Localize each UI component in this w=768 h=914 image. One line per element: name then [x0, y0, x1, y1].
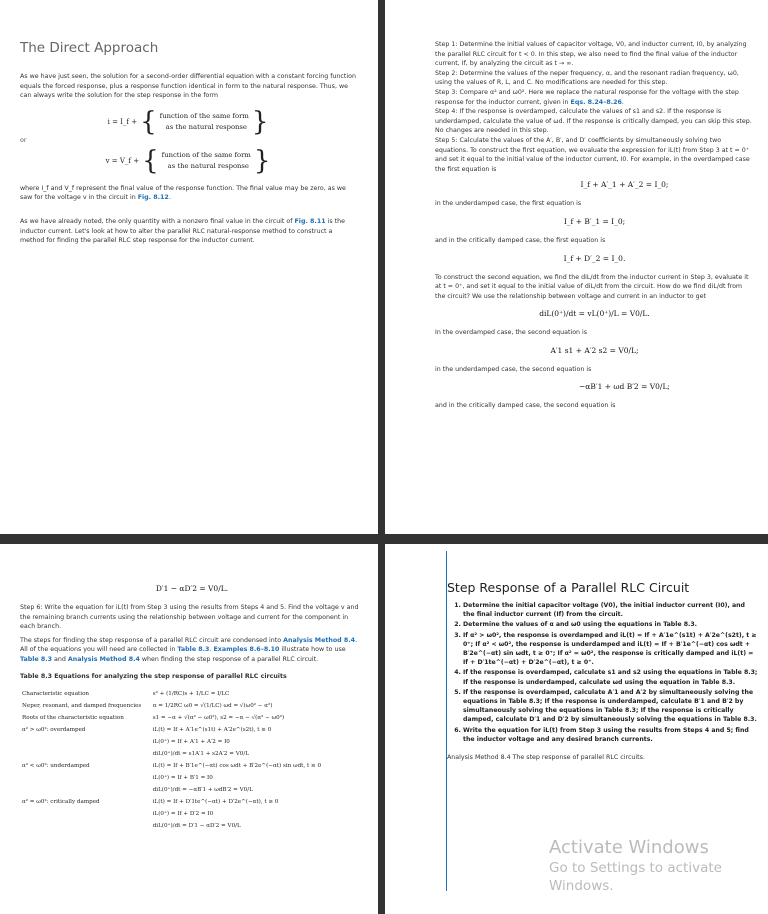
paragraph: As we have just seen, the solution for a second-order differential equation with a constant forcing function equals the forced response, plus a response function identical in form to the natural response. Thus, we can always write the solution for the step response in the form	[20, 73, 356, 100]
step-4: Step 4: If the response is overdamped, calculate the values of s1 and s2. If the response is underdamped, calculate the value of ωd. If the response is critically damped, you can skip this step. No changes are needed in this step.	[435, 108, 752, 135]
equation-overdamped-2: A′1 s1 + A′2 s2 = V0/L;	[550, 345, 639, 355]
paragraph: and in the critically damped case, the second equation is	[435, 402, 616, 410]
row-equation: α = 1/2RC ω0 = √(1/LC) ωd = √(ω0² − α²)	[152, 702, 273, 709]
figure-link[interactable]: Fig. 8.11	[294, 217, 326, 225]
row-equation: iL(0⁺) = If + B′1 = I0	[152, 774, 213, 781]
page-bottom-left	[0, 544, 378, 914]
table-row	[20, 808, 364, 820]
table-row	[20, 820, 364, 832]
row-label	[20, 784, 151, 796]
table-row	[20, 796, 364, 808]
table-link[interactable]: Table 8.3	[177, 646, 210, 654]
equations-table	[20, 688, 364, 832]
row-equation: diL(0⁺)/dt = −αB′1 + ωdB′2 = V0/L	[152, 786, 253, 793]
section-title: The Direct Approach	[20, 40, 159, 56]
row-equation: diL(0⁺)/dt = D′1 − αD′2 = V0/L	[152, 822, 241, 829]
equation-link[interactable]: Eqs. 8.24–8.26	[570, 98, 622, 106]
table-row	[20, 784, 364, 796]
row-equation: iL(t) = If + A′1e^(s1t) + A′2e^(s2t), t ≥ 0	[152, 726, 272, 733]
equation-derivative: diL(0⁺)/dt = vL(0⁺)/L = V0/L.	[539, 309, 650, 319]
table-link[interactable]: Table 8.3	[20, 655, 53, 663]
row-equation: iL(t) = If + D′1te^(−αt) + D′2e^(−αt), t ≥ 0	[152, 798, 279, 805]
figure-link[interactable]: Fig. 8.12	[137, 194, 169, 202]
row-equation: diL(0⁺)/dt = s1A′1 + s2A′2 = V0/L	[152, 750, 249, 757]
table-row	[20, 736, 364, 748]
paragraph: in the underdamped case, the first equation is	[435, 200, 582, 208]
paragraph: and in the critically damped case, the first equation is	[435, 236, 606, 244]
row-label: α² < ω0²: underdamped	[22, 762, 90, 769]
method-step: 6. Write the equation for iL(t) from Step 3 using the results from Steps 4 and 5; find the inductor voltage and any desired branch currents.	[463, 726, 758, 744]
row-equation: s1 = −α + √(α² − ω0²), s2 = −α − √(α² − ω0²)	[152, 714, 285, 721]
equation-underdamped: I_f + B′_1 = I_0;	[563, 216, 626, 226]
activation-watermark: Activate Windows Go to Settings to activate Windows.	[549, 837, 722, 894]
table-row	[20, 712, 364, 724]
table-row	[20, 724, 364, 736]
method-steps	[447, 601, 758, 744]
equation-current: i = I_f + { function of the same form as the natural response }	[107, 106, 269, 137]
row-label: α² > ω0²: overdamped	[22, 726, 86, 733]
method-title: Step Response of a Parallel RLC Circuit	[447, 580, 690, 595]
row-label	[20, 808, 151, 820]
row-label	[20, 736, 151, 748]
equation-overdamped: I_f + A′_1 + A′_2 = I_0;	[580, 180, 669, 190]
method-step: 5. If the response is overdamped, calculate A′1 and A′2 by simultaneously solving the equations in Table 8.3; If the response is underdamped, calculate B′1 and B′2 by simultaneously solving the equations in Table 8.3; If the response is critically damped, calculate D′1 and D′2 by simultaneously solving the equations in Table 8.3.	[463, 688, 758, 725]
paragraph: To construct the second equation, we find the diL/dt from the inductor current in Step 3, evaluate it at t = 0⁺, and set it equal to the initial value of diL/dt from the circuit. How do we find diL/dt from the circuit? We use the relationship between voltage and current in an inductor to get	[435, 273, 749, 300]
row-label: Roots of the characteristic equation	[22, 714, 124, 721]
row-equation: iL(t) = If + B′1e^(−αt) cos ωdt + B′2e^(−αt) sin ωdt, t ≥ 0	[152, 762, 322, 769]
method-caption: Analysis Method 8.4 The step response of parallel RLC circuits.	[447, 754, 645, 762]
paragraph: As we have already noted, the only quantity with a nonzero final value in the circuit of Fig. 8.11 is the inductor current. Let's look at how to alter the parallel RLC natural-response method to construct a method for finding the parallel RLC step response for the inductor current.	[20, 217, 345, 245]
step-3: Step 3: Compare α² and ω0². Here we replace the natural response for the voltage with the step response for the inductor current, given in Eqs. 8.24–8.26.	[435, 88, 739, 106]
equation-critical: I_f + D′_2 = I_0.	[563, 253, 626, 263]
table-row	[20, 772, 364, 784]
row-label	[20, 772, 151, 784]
method-step: 1. Determine the initial capacitor voltage (V0), the initial inductor current (I0), and the final inductor current (If) from the circuit.	[463, 601, 758, 619]
table-row	[20, 760, 364, 772]
table-row	[20, 688, 364, 700]
row-equation: s² + (1/RC)s + 1/LC = I/LC	[152, 690, 230, 697]
method-link[interactable]: Analysis Method 8.4	[283, 636, 356, 644]
page-top-left	[0, 0, 378, 534]
paragraph: in the underdamped case, the second equation is	[435, 365, 592, 373]
paragraph: The steps for finding the step response of a parallel RLC circuit are condensed into Analysis Method 8.4. All of the equations you will need are collected in Table 8.3. Examples 8.6–8.10 illustrate how to use Table 8.3 and Analysis Method 8.4 when finding the step response of a parallel RLC circuit.	[20, 636, 358, 663]
examples-link[interactable]: Examples 8.6–8.10	[213, 646, 280, 654]
paragraph: In the overdamped case, the second equation is	[435, 329, 588, 337]
equation-underdamped-2: −αB′1 + ωd B′2 = V0/L;	[579, 382, 670, 392]
row-equation: iL(0⁺) = If + A′1 + A′2 = I0	[152, 738, 230, 745]
row-label	[20, 820, 151, 832]
table-title: Table 8.3 Equations for analyzing the step response of parallel RLC circuits	[20, 672, 287, 680]
row-label: Neper, resonant, and damped frequencies	[22, 702, 142, 709]
table-row	[20, 748, 364, 760]
step-6: Step 6: Write the equation for iL(t) from Step 3 using the results from Steps 4 and 5. Find the voltage v and the remaining branch currents using the relationship between voltage and current for the component in each branch.	[20, 604, 359, 631]
method-step: 4. If the response is overdamped, calculate s1 and s2 using the equations in Table 8.3; If the response is underdamped, calculate ωd using the equation in Table 8.3.	[463, 668, 758, 686]
step-5: Step 5: Calculate the values of the A′, B′, and D′ coefficients by simultaneously solving two equations. To construct the first equation, we evaluate the expression for iL(t) from Step 3 at t = 0⁺ and set it equal to the initial value of the inductor current, I0. For example, in the overdamped case the first equation is	[435, 136, 750, 173]
or-text: or	[20, 136, 27, 144]
paragraph: where I_f and V_f represent the final value of the response function. The final value may be zero, as we saw for the voltage v in the circuit in Fig. 8.12.	[20, 184, 346, 202]
method-step: 3. If α² > ω0², the response is overdamped and iL(t) = If + A′1e^(s1t) + A′2e^(s2t), t ≥ 0⁺; If α² < ω0², the response is underdamped and iL(t) = If + B′1e^(−αt) cos ωdt + B′2e^(−αt) sin ωdt, t ≥ 0⁺; If α² = ω0², the response is critically damped and iL(t) = If + D′1te^(−αt) + D′2e^(−αt), t ≥ 0⁺.	[463, 631, 758, 668]
table-row	[20, 700, 364, 712]
page-top-right	[385, 0, 768, 534]
row-label: Characteristic equation	[22, 690, 90, 697]
row-label: α² = ω0²: critically damped	[22, 798, 100, 805]
equation-critical-2: D′1 − αD′2 = V0/L.	[155, 584, 229, 593]
method-link[interactable]: Analysis Method 8.4	[67, 655, 140, 663]
method-accent-bar	[446, 551, 447, 891]
equation-voltage: v = V_f + { function of the same form as the natural response }	[105, 145, 271, 176]
row-label	[20, 748, 151, 760]
method-step: 2. Determine the values of α and ω0 using the equations in Table 8.3.	[463, 620, 758, 629]
step-2: Step 2: Determine the values of the neper frequency, α, and the resonant radian frequency, ω0, using the values of R, L, and C. No modifications are needed for this step.	[435, 69, 739, 87]
row-equation: iL(0⁺) = If + D′2 = I0	[152, 810, 214, 817]
step-1: Step 1: Determine the initial values of capacitor voltage, V0, and inductor current, I0, by analyzing the parallel RLC circuit for t < 0. In this step, we also need to find the final value of the inductor current, If, by analyzing the circuit as t → ∞.	[435, 41, 747, 68]
